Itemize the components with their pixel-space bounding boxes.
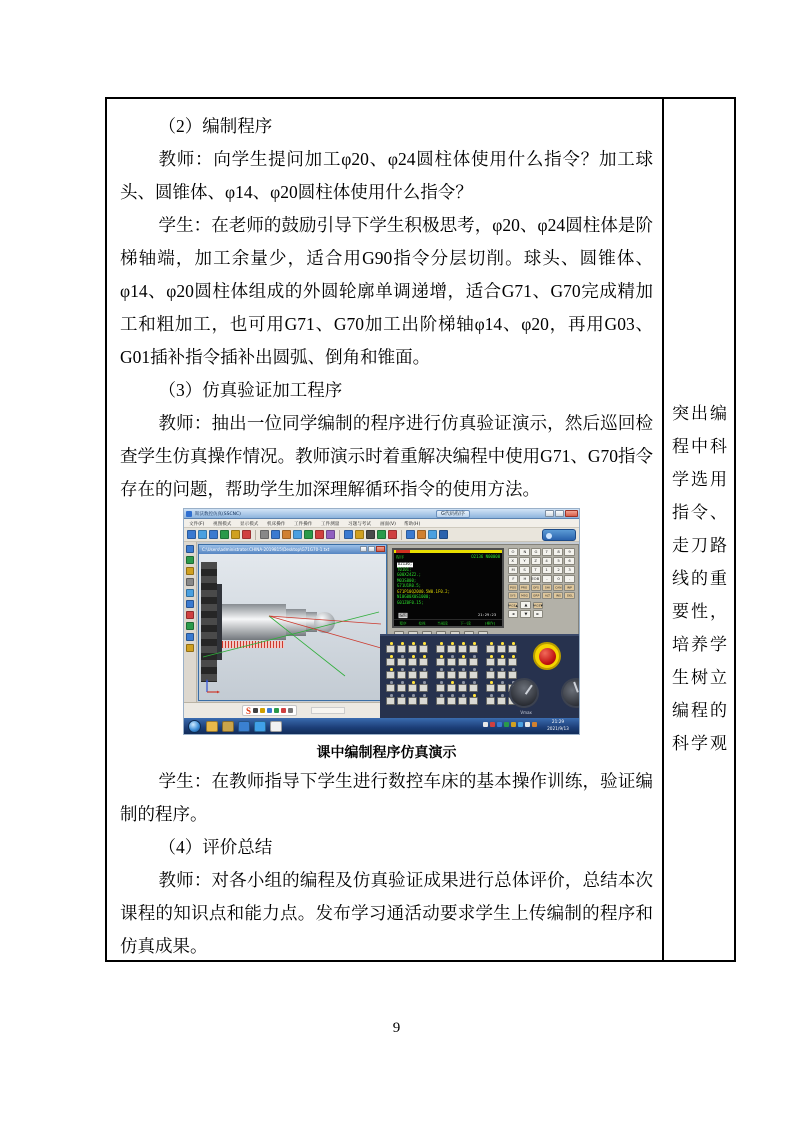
machine-button [497,671,506,679]
cnc-mdi-keypad [508,548,577,636]
sogou-tool-icon [260,708,265,713]
sim-menu-item: 文件(F) [189,520,205,527]
cnc-program-line: G00X24Z2.; [397,572,422,578]
toolpath-lines [199,554,386,700]
machine-button [447,658,456,666]
paragraph-section-4: （4）评价总结 [158,837,273,857]
machine-button [386,684,395,692]
simulator-screenshot-image[interactable] [184,509,579,734]
sogou-tool-icon [267,708,272,713]
toolbar-icon [366,530,375,539]
mdi-key: X [508,557,518,565]
tray-icon [497,722,502,727]
nc-file-path: C:\Users\administrator.CHINA-2019815\Desktop\G71G70-1.txt [202,547,330,552]
taskbar-app-icon [254,721,266,732]
mdi-function-key: CAN [555,585,562,590]
lathe-3d-viewport [199,554,386,700]
cnc-program-line: G01Z0F0.15; [397,600,424,606]
mdi-key: 1 [542,566,552,574]
cnc-status-strip [394,550,502,553]
cnc-program-line: T0101; [397,567,412,573]
paragraph-teacher-question: 教师：向学生提问加工φ20、φ24圆柱体使用什么指令？加工球头、圆锥体、φ14、φ20圆柱体使用什么指令？ [120,149,653,202]
machine-control-panel [380,634,579,718]
toolbar-separator [339,530,340,540]
margin-note-line: 走 刀 路 [672,536,727,555]
machine-button [386,671,395,679]
sim-menu-item: 显示模式 [239,520,259,527]
page-up-key: PAGE▲ [508,603,519,607]
mdi-key: 8 [553,548,563,556]
taskbar-app-icon [238,721,250,732]
side-toolbar-icon [186,644,194,652]
mdi-function-key: POS [508,584,518,591]
side-toolbar-icon [186,578,194,586]
machine-button-row [386,679,519,692]
taskbar-time: 21:29 [551,719,565,725]
emergency-stop-button [533,642,561,670]
mdi-key: Z [531,557,541,565]
mdi-key: F [508,575,518,583]
mdi-key: 4 [542,557,552,565]
sogou-input-bar [242,705,297,716]
toolbar-icon [242,530,251,539]
cnc-softkey: 检视 [418,621,426,626]
machine-button [397,697,406,705]
toolbar-separator [255,530,256,540]
close-icon [565,510,578,517]
cnc-program-line: G71P10Q20U0.5W0.1F0.2; [397,589,450,595]
mdi-function-row [508,584,577,591]
nc-file-titlebar [199,545,386,554]
doc-minimize-icon [360,546,367,552]
mdi-key: M [508,566,518,574]
sim-menu-item: 工件操作 [293,520,313,527]
machine-button [436,697,445,705]
tray-icon [525,722,530,727]
mdi-function-key: MSG [521,593,528,598]
paragraph-section-3: （3）仿真验证加工程序 [158,380,343,400]
sim-menu-item: 视图模式 [212,520,232,527]
machine-button [436,658,445,666]
page-down-key: PAGE▼ [532,603,543,607]
cursor-down-key: ▼ [520,610,530,618]
mdi-key-row [508,557,577,565]
toolbar-icon [220,530,229,539]
toolbar-icon [260,530,269,539]
toolbar-icon [388,530,397,539]
machine-button [397,658,406,666]
mdi-key: 6 [564,557,574,565]
toolbar-icon [428,530,437,539]
margin-note-line: 培 养 学 [672,635,727,654]
cnc-program-line: M03S800; [397,578,417,584]
toolbar-separator [401,530,402,540]
machine-button [497,645,506,653]
cnc-program-line: O2136; [397,561,413,567]
paragraph-section-2: （2）编制程序 [158,116,273,136]
sogou-logo-icon: S [246,705,252,716]
sim-app-icon [186,511,192,517]
margin-note-line: 编 程 的 [672,701,727,720]
cnc-program-line: G71U1R0.5; [397,583,422,589]
sim-menu-bar [184,519,579,528]
toolbar-icon [406,530,415,539]
mdi-key: EOB [531,576,540,582]
mdi-key: 2 [553,566,563,574]
toolbar-icon [355,530,364,539]
side-toolbar-icon [186,545,194,553]
mdi-key: T [531,566,541,574]
side-toolbar-icon [186,622,194,630]
sogou-tool-icon [253,708,258,713]
machine-button [419,684,428,692]
machine-button [458,684,467,692]
machine-button [486,684,495,692]
cnc-screen [392,548,504,628]
cnc-clock: 21:29:23 [477,612,496,618]
margin-note-line: 科 学 观 [672,734,727,753]
coordinate-axis-icon [204,679,220,695]
machine-button [408,684,417,692]
machine-button [508,645,517,653]
machine-button-row [386,640,519,653]
vendor-badge-icon [542,529,576,541]
mdi-key: 5 [553,557,563,565]
mdi-function-key: DEL [564,592,574,599]
mdi-key: 9 [564,548,574,556]
mdi-key: S [519,566,529,574]
cursor-key-cluster [508,601,577,618]
margin-note-column [662,99,734,960]
taskbar-app-icon [206,721,218,732]
cnc-controller [387,544,579,638]
toolbar-icon [293,530,302,539]
machine-button [458,697,467,705]
figure-caption: 课中编制程序仿真演示 [316,744,457,760]
tray-icon [490,722,495,727]
status-coordinates-readout [311,707,345,714]
mdi-key-row [508,566,577,574]
minimize-icon [545,510,554,517]
mdi-function-key: SYS [508,592,518,599]
nc-file-window [198,544,387,701]
machine-button [447,671,456,679]
sogou-tool-icon [274,708,279,713]
margin-note-line: 程 中 科 [672,437,727,456]
side-toolbar-icon [186,567,194,575]
sim-menu-item: 机床操作 [266,520,286,527]
mdi-key: O [508,548,518,556]
sim-toolbar [184,528,579,542]
machine-button [419,671,428,679]
gcode-program-tab: G代码程序 [436,510,470,518]
toolbar-icon [304,530,313,539]
maximize-icon [555,510,564,517]
machine-button-row [386,692,519,705]
machine-button [469,658,478,666]
cnc-softkeys [394,619,502,626]
cnc-softkey: 当前段 [437,621,448,626]
machine-button [469,671,478,679]
taskbar-clock [539,719,577,733]
cursor-right-key: ► [533,610,543,618]
cnc-softkey: 下一段 [460,621,472,626]
side-toolbar-icon [186,600,194,608]
mdi-key: - [542,575,552,583]
machine-button [497,697,506,705]
machine-button [486,645,495,653]
page-number: 9 [392,1020,401,1036]
sogou-tool-icon [281,708,286,713]
mdi-key: G [531,548,541,556]
machine-button [486,697,495,705]
paragraph-teacher-demo: 教师：抽出一位同学编制的程序进行仿真验证演示，然后巡回检查学生仿真操作情况。教师演示时着重解决编程中使用G71、G70指令存在的问题，帮助学生加深理解循环指令的使用方法。 [120,413,653,499]
machine-button [408,645,417,653]
emergency-stop-mushroom [539,648,556,665]
sim-menu-item: 习题与考试 [347,520,371,527]
mdi-function-key: GRP [531,592,541,599]
sim-side-toolbar [184,542,197,718]
machine-button-row [386,653,519,666]
margin-note-line: 学 选 用 [672,470,727,489]
mdi-function-key: OFS [531,584,541,591]
mdi-function-key: SHI [542,584,552,591]
machine-button [397,671,406,679]
toolbar-icon [417,530,426,539]
mdi-function-key: PRO [519,584,529,591]
sogou-tool-icon [288,708,293,713]
machine-button [386,697,395,705]
tray-icon [532,722,537,727]
system-tray [483,722,537,727]
machine-button [397,645,406,653]
mdi-key: 0 [553,575,563,583]
doc-close-icon [376,546,385,552]
machine-button [458,658,467,666]
cursor-up-key: ▲ [520,601,530,609]
machine-button [386,645,395,653]
tray-icon [504,722,509,727]
machine-button [419,697,428,705]
taskbar-app-icon [222,721,234,732]
mdi-key-row [508,548,577,556]
machine-button [419,658,428,666]
machine-button [469,645,478,653]
machine-button-row [386,666,519,679]
cnc-program-listing [394,561,502,606]
doc-maximize-icon [368,546,375,552]
paragraph-teacher-summary: 教师：对各小组的编程及仿真验证成果进行总体评价，总结本次课程的知识点和能力点。发布学习通活动要求学生上传编制的程序和仿真成果。 [120,870,653,956]
machine-button [469,684,478,692]
side-toolbar-icon [186,556,194,564]
cnc-program-line: N10G00X0S1000; [397,594,431,600]
margin-note-line: 生 树 立 [672,668,727,687]
toolbar-icon [326,530,335,539]
machine-button [508,658,517,666]
machine-button [458,645,467,653]
margin-note-line: 要 性 ， [672,602,727,621]
machine-button [447,697,456,705]
sim-status-bar [184,702,380,718]
machine-button [458,671,467,679]
machine-button [408,658,417,666]
machine-button [397,684,406,692]
mdi-function-key: ALT [542,592,552,599]
machine-button [436,645,445,653]
machine-buttons-grid [386,640,519,705]
machine-button [447,684,456,692]
machine-button [419,645,428,653]
toolbar-icon [282,530,291,539]
paragraph-student-answer: 学生：在老师的鼓励引导下学生积极思考，φ20、φ24圆柱体是阶梯轴端，加工余量少，适合用G90指令分层切削。球头、圆锥体、φ14、φ20圆柱体组成的外圆轮廓单调递增，适合G71、G70完成精加工和粗加工，也可用G71、G70加工出阶梯轴φ14、φ20，再用G03、G01插补指令插补出圆弧、倒角和锥面。 [120,215,653,367]
mdi-key: H [519,575,529,583]
mdi-key: 3 [564,566,574,574]
margin-note-line: 突 出 编 [672,404,727,423]
windows-taskbar [184,718,579,734]
tray-icon [518,722,523,727]
mdi-key: Y [519,557,529,565]
tray-icon [483,722,488,727]
side-toolbar-icon [186,589,194,597]
machine-button [408,671,417,679]
sim-menu-item: 画面(V) [379,520,396,527]
machine-button [486,658,495,666]
machine-button [497,658,506,666]
cnc-softkey: 程序 [399,621,407,626]
taskbar-date: 2021/9/13 [547,726,569,732]
mdi-function-key: INP [564,584,574,591]
margin-note-line: 线 的 重 [672,569,727,588]
mdi-function-row [508,592,577,599]
toolbar-icon [344,530,353,539]
margin-note-line: 指 令 、 [672,503,727,522]
toolbar-icon [439,530,448,539]
side-toolbar-icon [186,633,194,641]
toolbar-icon [198,530,207,539]
toolbar-icon [271,530,280,539]
tray-icon [511,722,516,727]
toolbar-icon [377,530,386,539]
dial-label: Vmax [520,710,532,716]
sim-menu-item: 帮助(H) [404,520,421,527]
side-toolbar-icon [186,611,194,619]
machine-button [508,671,517,679]
sim-menu-item: 工件测量 [320,520,340,527]
toolbar-icon [187,530,196,539]
machine-button [447,645,456,653]
toolbar-icon [209,530,218,539]
taskbar-app-icon [270,721,282,732]
lesson-table [105,97,736,962]
mdi-key-row [508,575,577,583]
cnc-mode-label: 编辑 [399,613,407,619]
cnc-softkey: (操作) [484,621,496,626]
machine-button [436,671,445,679]
toolbar-icon [315,530,324,539]
sim-window-title: 斯沃数控仿真(SSCNC) [195,511,241,517]
lesson-main-cell [107,99,662,960]
cnc-program-number: O2136 N00000 [471,554,500,560]
machine-button [486,671,495,679]
machine-button [469,697,478,705]
toolbar-icon [231,530,240,539]
machine-button [408,697,417,705]
spindle-override-dial [557,674,579,712]
sim-window-titlebar [184,509,579,519]
start-button-icon [188,720,201,733]
cnc-screen-label: 程序 [396,555,405,561]
machine-button [497,684,506,692]
paragraph-student-practice: 学生：在教师指导下学生进行数控车床的基本操作训练，验证编制的程序。 [120,771,653,824]
machine-button [386,658,395,666]
cursor-left-key: ◄ [508,610,518,618]
machine-button [436,684,445,692]
mdi-key: 7 [542,548,552,556]
mdi-key: . [564,575,574,583]
mdi-function-key: INS [553,592,563,599]
mdi-key: N [519,548,529,556]
